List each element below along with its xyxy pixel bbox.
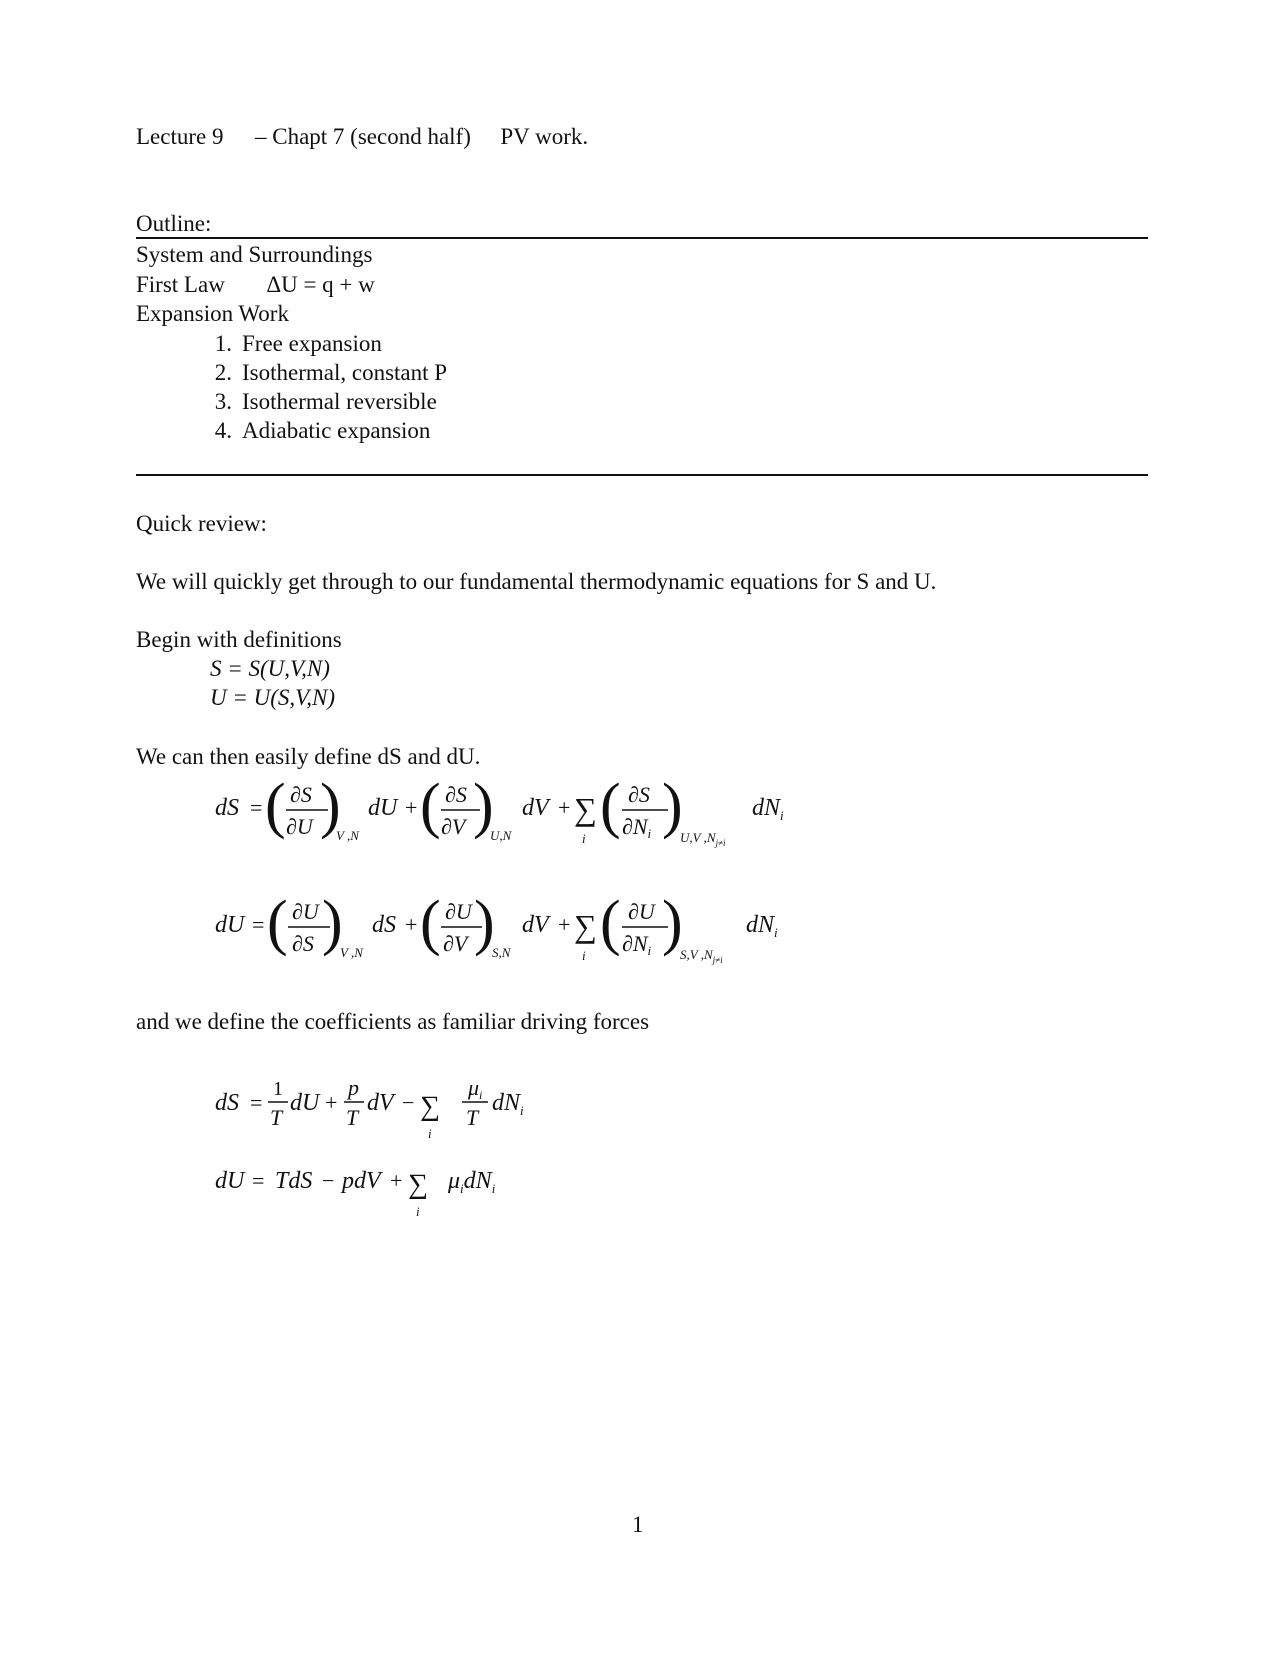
svg-text:U,V ,Nj≠i: U,V $,N_{j\ne i}$ xyxy=(680,830,726,848)
svg-text:∂S: ∂S xyxy=(445,782,467,807)
svg-text:dU: dU xyxy=(215,912,245,938)
first-law-label: First Law xyxy=(136,272,225,297)
svg-text:dV: dV xyxy=(367,1090,394,1116)
topic-label: PV work. xyxy=(500,124,589,149)
svg-text:V ,N: V ,N xyxy=(340,945,363,960)
first-law-equation: ΔU = q + w xyxy=(266,272,375,297)
chapter-label: – Chapt 7 (second half) xyxy=(254,124,471,149)
equation-du-partials xyxy=(210,887,810,983)
svg-text:+: + xyxy=(558,912,571,937)
svg-text:∑: ∑ xyxy=(408,1169,428,1200)
svg-text:(: ( xyxy=(420,772,441,840)
coefficients-paragraph: and we define the coefficients as familiar driving forces xyxy=(136,1009,650,1034)
svg-text:−: − xyxy=(402,1090,415,1115)
svg-text:): ) xyxy=(322,889,343,957)
svg-text:V ,N: V ,N xyxy=(336,828,359,843)
definition-s: S = S(U,V,N) xyxy=(210,656,330,681)
intro-paragraph: We will quickly get through to our fundamental thermodynamic equations for S and U. xyxy=(136,569,937,594)
outline-item-first-law xyxy=(136,273,375,296)
svg-text:i: i xyxy=(582,831,586,846)
equation-ds-partials xyxy=(210,770,810,866)
svg-text:−: − xyxy=(322,1168,335,1193)
svg-text:): ) xyxy=(662,772,683,840)
svg-text:∑: ∑ xyxy=(574,791,597,827)
svg-text:μidNi: $\mu_idN_i$ xyxy=(448,1168,496,1196)
svg-text:∂U: ∂U xyxy=(286,814,313,839)
svg-text:(: ( xyxy=(265,772,286,840)
svg-text:+: + xyxy=(405,795,418,820)
svg-text:): ) xyxy=(473,772,494,840)
svg-text:dNi: $dN_i$ xyxy=(492,1090,524,1118)
svg-text:pdV: pdV xyxy=(342,1168,381,1194)
svg-text:dS: dS xyxy=(215,795,239,821)
svg-text:∂V: ∂V xyxy=(441,814,466,839)
svg-text:∂Ni: ∂Ni xyxy=(622,931,652,958)
page-number: 1 xyxy=(632,1512,644,1537)
svg-text:TdS: TdS xyxy=(275,1168,313,1194)
svg-text:U,N: U,N xyxy=(490,828,512,843)
list-item: 2. Isothermal, constant P xyxy=(214,360,448,385)
svg-text:p: p xyxy=(348,1075,359,1100)
outline-title: Outline: xyxy=(136,211,212,236)
definition-u: U = U(S,V,N) xyxy=(210,685,335,710)
equation-du-driving-forces xyxy=(210,1158,570,1234)
svg-text:dS: dS xyxy=(215,1090,239,1116)
svg-text:i: i xyxy=(428,1126,432,1141)
svg-text:∑: ∑ xyxy=(574,908,597,944)
outline-bottom-rule xyxy=(136,474,1148,476)
svg-text:i: i xyxy=(416,1204,420,1219)
svg-text:T: T xyxy=(270,1105,283,1130)
svg-text:dV: dV xyxy=(522,795,549,821)
outline-item-system: System and Surroundings xyxy=(136,242,373,267)
svg-text:+: + xyxy=(558,795,571,820)
svg-text:(: ( xyxy=(600,772,621,840)
svg-text:dS: dS xyxy=(372,912,396,938)
svg-text:=: = xyxy=(252,1168,265,1193)
svg-text:+: + xyxy=(325,1090,338,1115)
svg-text:T: T xyxy=(346,1105,359,1130)
svg-text:i: i xyxy=(582,948,586,963)
define-ds-du: We can then easily define dS and dU. xyxy=(136,744,481,769)
outline-item-expansion-work: Expansion Work xyxy=(136,301,289,326)
begin-definitions: Begin with definitions xyxy=(136,627,342,652)
svg-text:∂Ni: ∂Ni xyxy=(622,814,652,841)
svg-text:T: T xyxy=(466,1105,479,1130)
list-item: 3. Isothermal reversible xyxy=(214,389,437,414)
svg-text:): ) xyxy=(662,889,683,957)
svg-text:∑: ∑ xyxy=(420,1091,440,1122)
svg-text:(: ( xyxy=(600,889,621,957)
svg-text:∂U: ∂U xyxy=(445,899,472,924)
svg-text:=: = xyxy=(252,912,265,937)
svg-text:dNi: $dN_i$ xyxy=(746,912,778,940)
svg-text:=: = xyxy=(250,1090,263,1115)
list-item: 1. Free expansion xyxy=(214,331,382,356)
equation-ds-driving-forces xyxy=(210,1065,570,1161)
svg-text:): ) xyxy=(320,772,341,840)
svg-text:dNi: $dN_i$ xyxy=(752,795,784,823)
lecture-title xyxy=(136,125,588,148)
svg-text:∂S: ∂S xyxy=(290,782,312,807)
svg-text:∂S: ∂S xyxy=(292,931,314,956)
svg-text:): ) xyxy=(474,889,495,957)
svg-text:(: ( xyxy=(267,889,288,957)
svg-text:μi: μi xyxy=(468,1075,483,1102)
svg-text:1: 1 xyxy=(273,1078,283,1100)
svg-text:∂V: ∂V xyxy=(443,931,468,956)
svg-text:∂U: ∂U xyxy=(292,899,319,924)
svg-text:S,N: S,N xyxy=(492,945,511,960)
lecture-number: Lecture 9 xyxy=(136,124,224,149)
svg-text:S,V ,Nj≠i: S,V $,N_{j\ne i}$ xyxy=(680,947,723,965)
svg-text:=: = xyxy=(250,795,263,820)
svg-text:∂S: ∂S xyxy=(628,782,650,807)
svg-text:∂U: ∂U xyxy=(628,899,655,924)
svg-text:dV: dV xyxy=(522,912,549,938)
svg-text:dU: dU xyxy=(368,795,398,821)
list-item: 4. Adiabatic expansion xyxy=(214,418,431,443)
svg-text:(: ( xyxy=(420,889,441,957)
svg-text:dU: dU xyxy=(290,1090,320,1116)
svg-text:+: + xyxy=(405,912,418,937)
outline-top-rule xyxy=(136,237,1148,239)
quick-review-heading: Quick review: xyxy=(136,511,267,536)
svg-text:dU: dU xyxy=(215,1168,245,1194)
svg-text:+: + xyxy=(390,1168,403,1193)
